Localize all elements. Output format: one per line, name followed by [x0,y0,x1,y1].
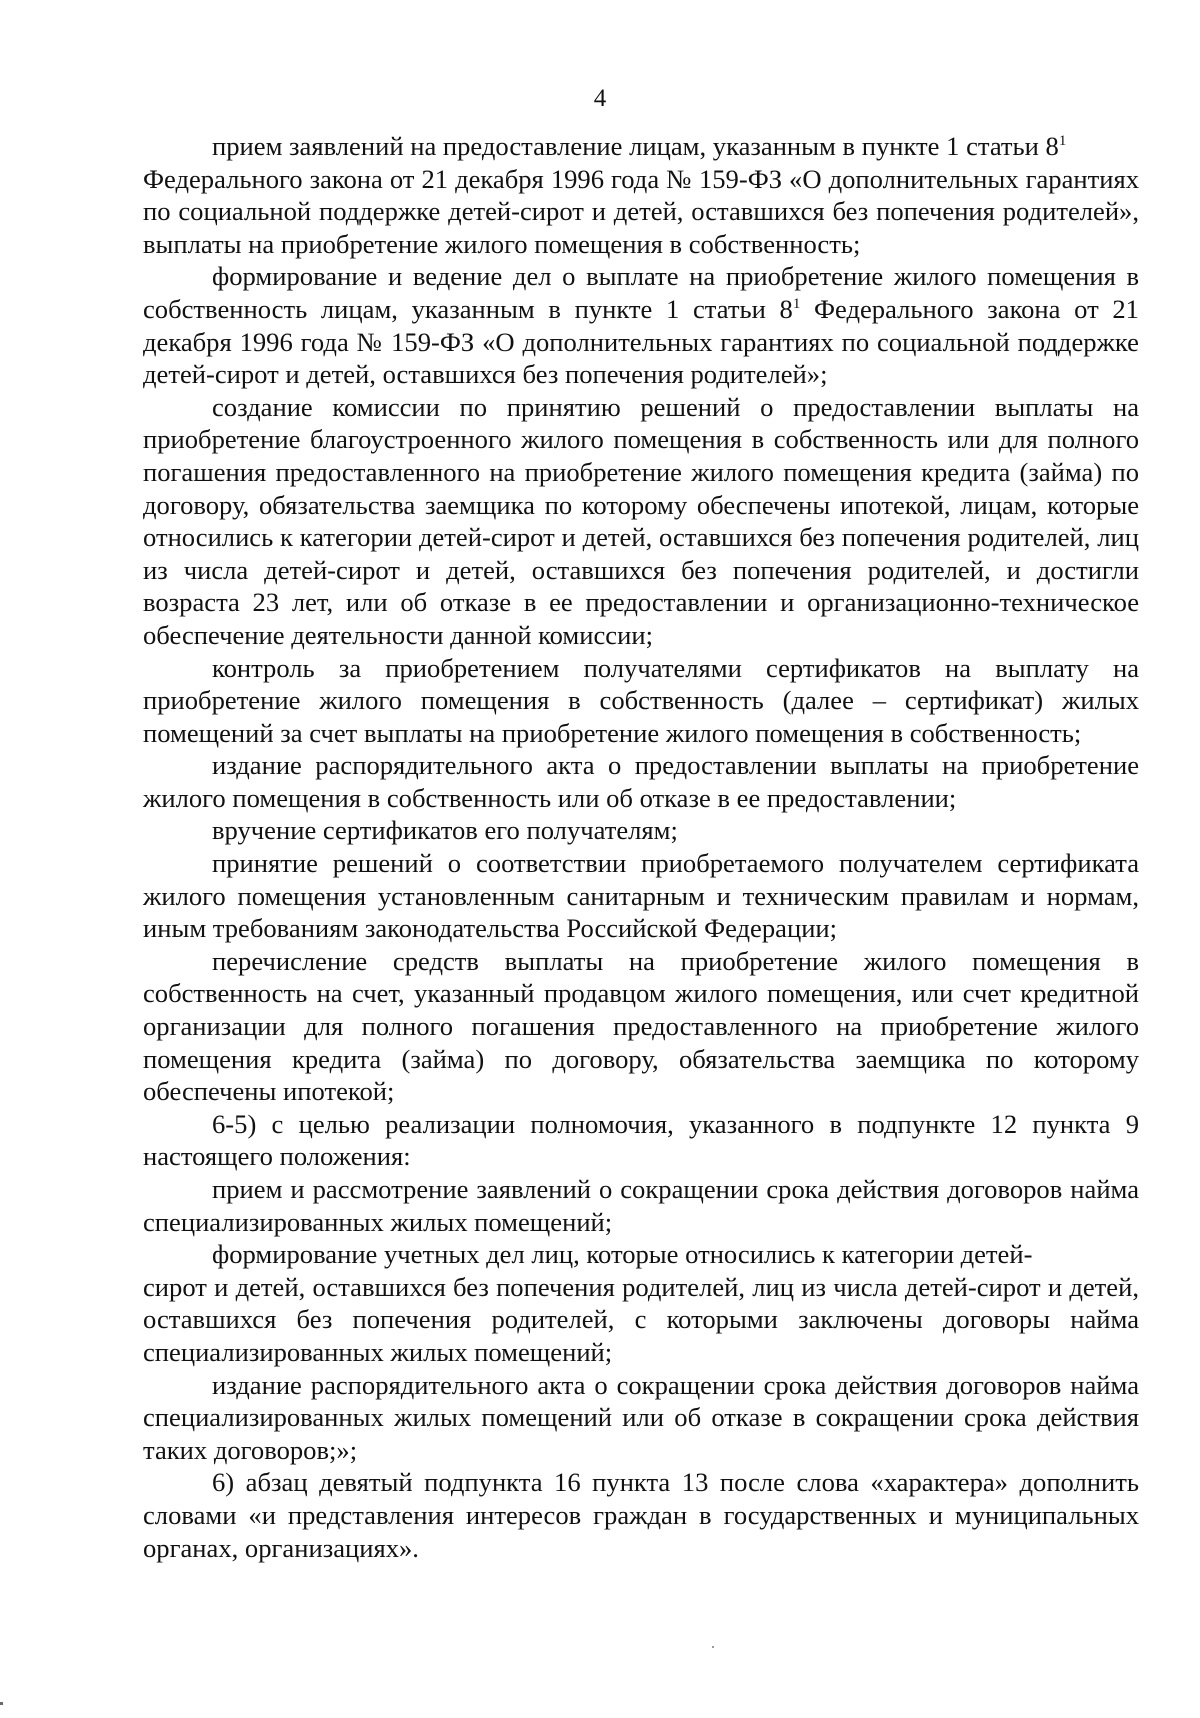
scan-speck [712,1646,714,1648]
paragraph [143,1238,1139,1368]
superscript: 1 [792,295,801,312]
paragraph-text: Федерального закона от 21 декабря 1996 года № 159-ФЗ «О дополнительных гарантиях по социальной поддержке детей-сирот и детей, оставшихся без попечения родителей»; [143,293,1139,390]
paragraph: контроль за приобретением получателями сертификатов на выплату на приобретение жилого помещения в собственность (далее – сертификат) жилых помещений за счет выплаты на приобретение жилого помещения в собственность; [143,652,1139,748]
paragraph-text: формирование и ведение дел о выплате на приобретение жилого помещения в собственность лицам, указанным в пункте 1 статьи 8 [143,261,1139,324]
paragraph: 6-5) с целью реализации полномочия, указанного в подпункте 12 пункта 9 настоящего положения: [143,1108,1139,1172]
page-number: 4 [593,85,607,112]
paragraph: перечисление средств выплаты на приобретение жилого помещения в собственность на счет, указанный продавцом жилого помещения, или счет кредитной организации для полного погашения предоставленного на приобретение жилого помещения кредита (займа) по договору, обязательства заемщика по которому обеспечены ипотекой; [143,945,1139,1107]
paragraph-text: Федерального закона от 21 декабря 1996 года № 159-ФЗ «О дополнительных гарантиях по социальной поддержке детей-сирот и детей, оставшихся без попечения родителей», выплаты на приобретение жилого помещения в собственность; [143,163,1139,259]
paragraph [143,260,1139,390]
paragraph-text: формирование учетных дел лиц, которые относились к категории детей- [212,1239,1033,1270]
scan-speck [0,1702,3,1705]
paragraph: 6) абзац девятый подпункта 16 пункта 13 после слова «характера» дополнить словами «и представления интересов граждан в государственных и муниципальных органах, организациях». [143,1467,1139,1563]
paragraph-text: сирот и детей, оставшихся без попечения родителей, лиц из числа детей-сирот и детей, оставшихся без попечения родителей, с которыми заключены договоры найма специализированных жилых помещений; [143,1271,1139,1367]
paragraph: издание распорядительного акта о сокращении срока действия договоров найма специализированных жилых помещений или об отказе в сокращении срока действия таких договоров;»; [143,1369,1139,1465]
paragraph: создание комиссии по принятию решений о предоставлении выплаты на приобретение благоустроенного жилого помещения в собственность или для полного погашения предоставленного на приобретение жилого помещения кредита (займа) по договору, обязательства заемщика по которому обеспечены ипотекой, лицам, которые относились к категории детей-сирот и детей, оставшихся без попечения родителей, лиц из числа детей-сирот и детей, оставшихся без попечения родителей, и достигли возраста 23 лет, или об отказе в ее предоставлении и организационно-техническое обеспечение деятельности данной комиссии; [143,391,1139,650]
paragraph: вручение сертификатов его получателям; [212,815,678,846]
paragraph [143,130,1139,260]
document-body [143,130,1139,1564]
paragraph: прием и рассмотрение заявлений о сокращении срока действия договоров найма специализированных жилых помещений; [143,1174,1139,1237]
paragraph-text: прием заявлений на предоставление лицам, указанным в пункте 1 статьи 8 [212,131,1059,161]
superscript: 1 [1058,133,1067,149]
paragraph: издание распорядительного акта о предоставлении выплаты на приобретение жилого помещения в собственность или об отказе в ее предоставлении; [143,750,1139,813]
paragraph: принятие решений о соответствии приобретаемого получателем сертификата жилого помещения установленным санитарным и техническим правилам и нормам, иным требованиям законодательства Российской Федерации; [143,848,1139,944]
